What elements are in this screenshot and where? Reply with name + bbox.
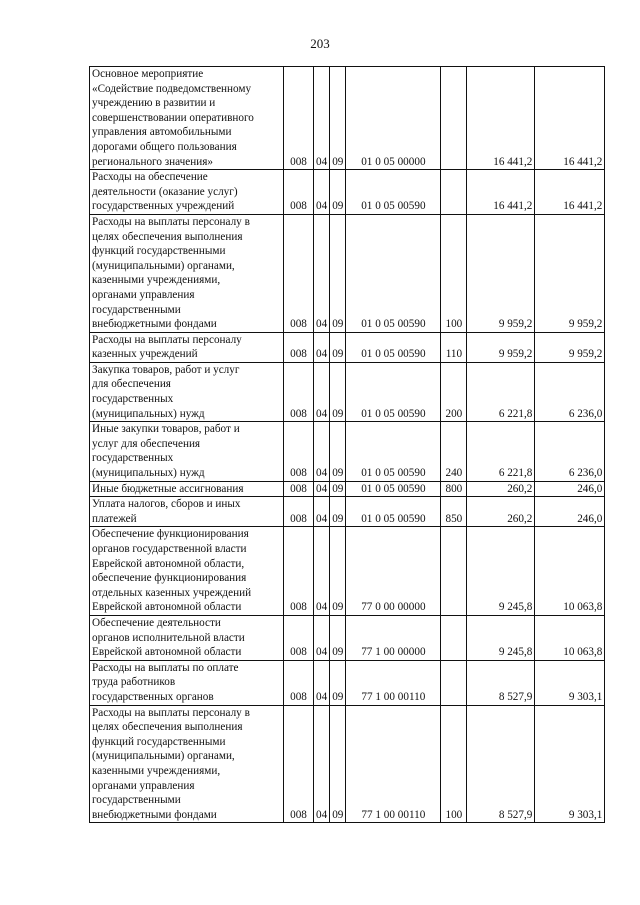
table-row	[90, 362, 605, 421]
item-name-line: казенными учреждениями,	[92, 274, 221, 287]
table-row	[90, 170, 605, 215]
item-name-line: государственных учреждений	[92, 200, 235, 213]
amount-year1-cell: 9 245,8	[467, 615, 535, 660]
section-code-cell: 04	[314, 67, 330, 170]
item-name-line: государственных органов	[92, 690, 214, 703]
target-article-cell: 01 0 05 00590	[346, 422, 441, 481]
amount-year1-cell: 8 527,9	[467, 705, 535, 823]
item-name-line: внебюджетными фондами	[92, 318, 217, 331]
item-name-line: Иные закупки товаров, работ и	[92, 423, 240, 436]
item-name-line: Еврейской автономной области	[92, 646, 242, 659]
item-name-line: государственными	[92, 303, 181, 316]
subsection-code-cell: 09	[330, 527, 346, 616]
item-name-cell	[90, 214, 284, 332]
table-row	[90, 481, 605, 497]
item-name-line: Еврейской автономной области	[92, 601, 242, 614]
expense-type-cell	[441, 660, 467, 705]
item-name-line: органов государственной власти	[92, 543, 247, 555]
subsection-code-cell: 09	[330, 422, 346, 481]
ministry-code-cell: 008	[284, 67, 314, 170]
item-name-line: обеспечение функционирования	[92, 572, 247, 585]
item-name-line: государственными	[92, 794, 181, 807]
subsection-code-cell: 09	[330, 705, 346, 823]
item-name-line: органами управления	[92, 779, 195, 792]
amount-year2-cell: 246,0	[535, 481, 605, 497]
table-row	[90, 67, 605, 170]
ministry-code-cell: 008	[284, 497, 314, 527]
item-name-cell	[90, 481, 284, 497]
item-name-line: дорогами общего пользования	[92, 140, 237, 153]
item-name-line: труда работников	[92, 676, 176, 689]
subsection-code-cell: 09	[330, 332, 346, 362]
item-name-cell	[90, 705, 284, 823]
section-code-cell: 04	[314, 497, 330, 527]
subsection-code-cell: 09	[330, 497, 346, 527]
item-name-cell	[90, 527, 284, 616]
ministry-code-cell: 008	[284, 332, 314, 362]
item-name-line: (муниципальными) органами,	[92, 259, 235, 272]
section-code-cell: 04	[314, 660, 330, 705]
item-name-line: целях обеспечения выполнения	[92, 721, 243, 734]
target-article-cell: 01 0 05 00590	[346, 497, 441, 527]
amount-year2-cell: 246,0	[535, 497, 605, 527]
expense-type-cell: 240	[441, 422, 467, 481]
amount-year1-cell: 8 527,9	[467, 660, 535, 705]
item-name-line: Расходы на выплаты по оплате	[92, 661, 239, 674]
target-article-cell: 01 0 05 00000	[346, 67, 441, 170]
expense-type-cell: 100	[441, 705, 467, 823]
item-name-line: функций государственными	[92, 735, 226, 748]
item-name-line: государственных	[92, 452, 174, 465]
ministry-code-cell: 008	[284, 422, 314, 481]
item-name-line: органами управления	[92, 288, 195, 301]
amount-year2-cell: 16 441,2	[535, 170, 605, 215]
amount-year2-cell: 9 959,2	[535, 214, 605, 332]
subsection-code-cell: 09	[330, 362, 346, 421]
item-name-line: Закупка товаров, работ и услуг	[92, 363, 240, 376]
amount-year2-cell: 10 063,8	[535, 527, 605, 616]
target-article-cell: 01 0 05 00590	[346, 332, 441, 362]
budget-table	[89, 66, 605, 823]
amount-year1-cell: 9 245,8	[467, 527, 535, 616]
expense-type-cell	[441, 170, 467, 215]
item-name-cell	[90, 67, 284, 170]
item-name-line: внебюджетными фондами	[92, 808, 217, 821]
item-name-line: отдельных казенных учреждений	[92, 586, 252, 599]
ministry-code-cell: 008	[284, 362, 314, 421]
item-name-line: государственных	[92, 393, 174, 406]
section-code-cell: 04	[314, 481, 330, 497]
amount-year2-cell: 10 063,8	[535, 615, 605, 660]
amount-year2-cell: 16 441,2	[535, 67, 605, 170]
item-name-line: казенными учреждениями,	[92, 764, 221, 777]
subsection-code-cell: 09	[330, 170, 346, 215]
table-row	[90, 214, 605, 332]
ministry-code-cell: 008	[284, 527, 314, 616]
ministry-code-cell: 008	[284, 660, 314, 705]
item-name-cell	[90, 422, 284, 481]
table-row	[90, 497, 605, 527]
item-name-line: Расходы на выплаты персоналу в	[92, 706, 250, 719]
target-article-cell: 77 1 00 00110	[346, 660, 441, 705]
ministry-code-cell: 008	[284, 214, 314, 332]
amount-year2-cell: 6 236,0	[535, 422, 605, 481]
item-name-line: «Содействие подведомственному	[92, 82, 252, 95]
item-name-line: Расходы на выплаты персоналу	[92, 333, 242, 346]
subsection-code-cell: 09	[330, 615, 346, 660]
amount-year2-cell: 9 303,1	[535, 705, 605, 823]
amount-year2-cell: 6 236,0	[535, 362, 605, 421]
item-name-line: Уплата налогов, сборов и иных	[92, 498, 241, 511]
item-name-line: органов исполнительной власти	[92, 631, 245, 644]
amount-year1-cell: 16 441,2	[467, 67, 535, 170]
item-name-line: Расходы на выплаты персоналу в	[92, 215, 250, 228]
page-number: 203	[310, 36, 330, 51]
item-name-cell	[90, 497, 284, 527]
target-article-cell: 01 0 05 00590	[346, 481, 441, 497]
amount-year2-cell: 9 303,1	[535, 660, 605, 705]
item-name-line: учреждению в развитии и	[92, 97, 216, 110]
subsection-code-cell: 09	[330, 214, 346, 332]
item-name-line: регионального значения»	[92, 155, 213, 168]
amount-year1-cell: 9 959,2	[467, 214, 535, 332]
item-name-cell	[90, 615, 284, 660]
table-row	[90, 705, 605, 823]
expense-type-cell: 200	[441, 362, 467, 421]
table-row	[90, 332, 605, 362]
expense-type-cell: 850	[441, 497, 467, 527]
item-name-line: Расходы на обеспечение	[92, 171, 208, 184]
amount-year1-cell: 260,2	[467, 481, 535, 497]
item-name-line: совершенствовании оперативного	[92, 111, 254, 124]
item-name-line: услуг для обеспечения	[92, 437, 201, 450]
expense-type-cell	[441, 527, 467, 616]
item-name-line: Основное мероприятие	[92, 68, 204, 80]
item-name-line: Еврейской автономной области,	[92, 557, 245, 570]
target-article-cell: 77 1 00 00000	[346, 615, 441, 660]
item-name-line: целях обеспечения выполнения	[92, 230, 243, 243]
expense-type-cell	[441, 67, 467, 170]
item-name-cell	[90, 332, 284, 362]
item-name-line: Обеспечение функционирования	[92, 528, 249, 541]
target-article-cell: 01 0 05 00590	[346, 362, 441, 421]
item-name-line: (муниципальных) нужд	[92, 467, 205, 480]
section-code-cell: 04	[314, 422, 330, 481]
section-code-cell: 04	[314, 170, 330, 215]
item-name-line: (муниципальными) органами,	[92, 750, 235, 763]
ministry-code-cell: 008	[284, 705, 314, 823]
amount-year1-cell: 16 441,2	[467, 170, 535, 215]
target-article-cell: 77 1 00 00110	[346, 705, 441, 823]
table-row	[90, 527, 605, 616]
item-name-line: управления автомобильными	[92, 126, 232, 139]
item-name-line: деятельности (оказание услуг)	[92, 185, 238, 198]
section-code-cell: 04	[314, 332, 330, 362]
table-row	[90, 615, 605, 660]
item-name-line: Обеспечение деятельности	[92, 616, 221, 629]
section-code-cell: 04	[314, 362, 330, 421]
table-row	[90, 660, 605, 705]
section-code-cell: 04	[314, 615, 330, 660]
ministry-code-cell: 008	[284, 481, 314, 497]
amount-year1-cell: 6 221,8	[467, 422, 535, 481]
expense-type-cell	[441, 615, 467, 660]
target-article-cell: 77 0 00 00000	[346, 527, 441, 616]
item-name-line: функций государственными	[92, 245, 226, 258]
section-code-cell: 04	[314, 527, 330, 616]
subsection-code-cell: 09	[330, 481, 346, 497]
budget-table-body	[90, 67, 605, 823]
item-name-cell	[90, 362, 284, 421]
target-article-cell: 01 0 05 00590	[346, 214, 441, 332]
item-name-cell	[90, 660, 284, 705]
table-row	[90, 422, 605, 481]
item-name-cell	[90, 170, 284, 215]
subsection-code-cell: 09	[330, 660, 346, 705]
item-name-line: казенных учреждений	[92, 348, 198, 361]
expense-type-cell: 800	[441, 481, 467, 497]
amount-year1-cell: 6 221,8	[467, 362, 535, 421]
item-name-line: (муниципальных) нужд	[92, 407, 205, 420]
amount-year1-cell: 9 959,2	[467, 332, 535, 362]
expense-type-cell: 110	[441, 332, 467, 362]
section-code-cell: 04	[314, 705, 330, 823]
section-code-cell: 04	[314, 214, 330, 332]
expense-type-cell: 100	[441, 214, 467, 332]
ministry-code-cell: 008	[284, 170, 314, 215]
ministry-code-cell: 008	[284, 615, 314, 660]
item-name-line: платежей	[92, 512, 137, 525]
item-name-line: для обеспечения	[92, 378, 171, 391]
amount-year2-cell: 9 959,2	[535, 332, 605, 362]
amount-year1-cell: 260,2	[467, 497, 535, 527]
target-article-cell: 01 0 05 00590	[346, 170, 441, 215]
item-name-line: Иные бюджетные ассигнования	[92, 482, 244, 495]
subsection-code-cell: 09	[330, 67, 346, 170]
